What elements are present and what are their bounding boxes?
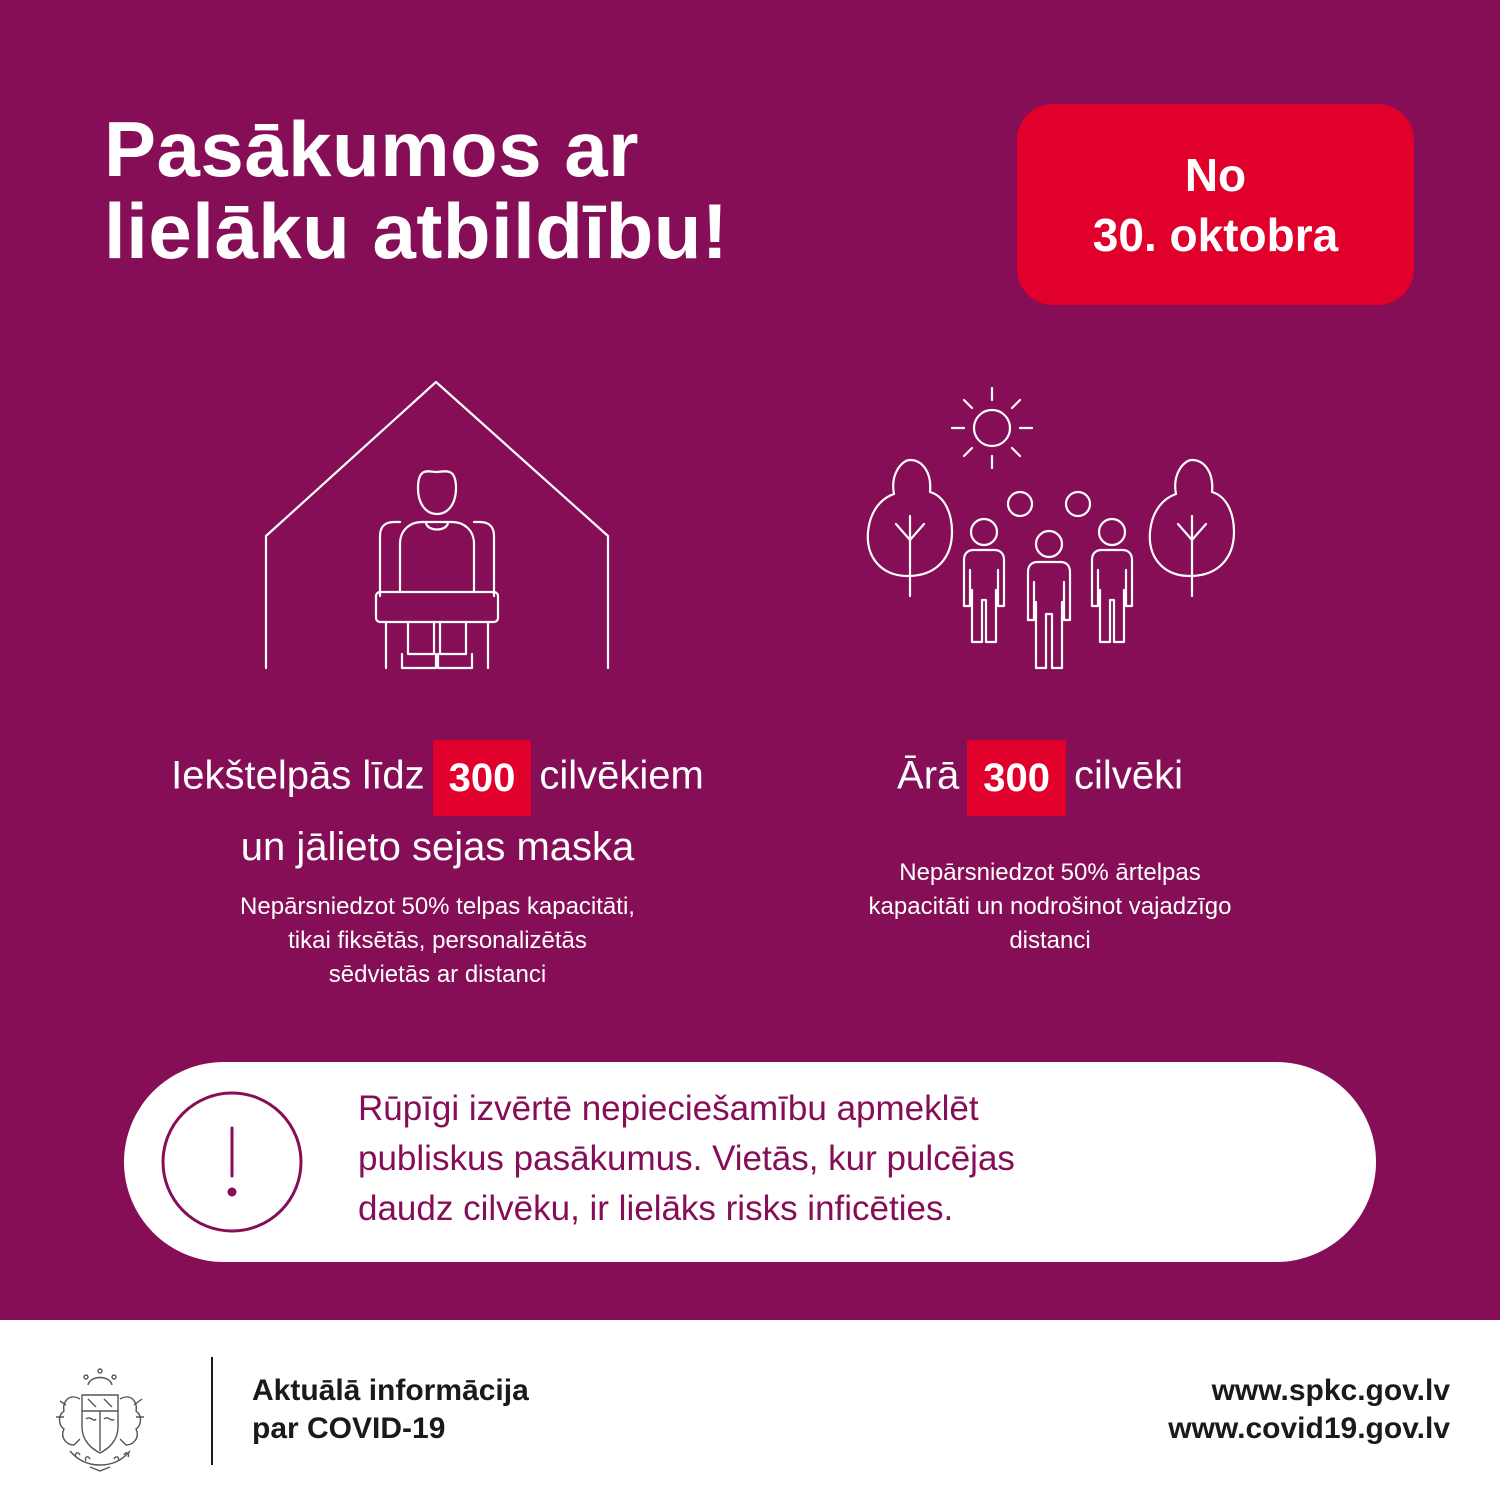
title-line-2: lielāku atbildību!	[104, 187, 729, 275]
warning-line-1: Rūpīgi izvērtē nepieciešamību apmeklēt	[358, 1089, 979, 1128]
indoor-note-line-2: tikai fiksētās, personalizētās	[288, 927, 587, 954]
warning-box	[124, 1062, 1376, 1262]
date-badge-line-2: 30. oktobra	[1092, 208, 1339, 261]
outdoor-count-badge: 300	[967, 740, 1066, 816]
indoor-note-line-1: Nepārsniedzot 50% telpas kapacitāti,	[240, 893, 635, 920]
outdoor-headline	[820, 740, 1260, 816]
outdoor-note	[800, 856, 1300, 958]
indoor-headline-line-1	[40, 740, 835, 816]
date-badge	[1017, 104, 1414, 305]
outdoor-headline-before: Ārā	[897, 753, 960, 798]
footer	[0, 1320, 1500, 1500]
title-line-1: Pasākumos ar	[104, 105, 639, 193]
indoor-note-line-3: sēdvietās ar distanci	[328, 961, 547, 988]
warning-text	[358, 1084, 1318, 1234]
house-seated-person-icon	[258, 376, 618, 676]
indoor-headline-line-2: un jālieto sejas maska	[240, 825, 635, 869]
indoor-headline	[40, 740, 835, 878]
outdoor-note-line-3: distanci	[1009, 927, 1091, 954]
exclamation-circle-icon	[160, 1090, 304, 1234]
outdoor-people-trees-icon	[860, 380, 1245, 680]
outdoor-note-line-1: Nepārsniedzot 50% ārtelpas	[899, 859, 1201, 886]
outdoor-headline-line-1	[820, 740, 1260, 816]
indoor-note	[150, 890, 725, 992]
footer-info-line-1: Aktuālā informācija	[252, 1374, 529, 1407]
footer-link-spkc[interactable]: www.spkc.gov.lv	[1211, 1374, 1450, 1407]
latvia-coat-of-arms-logo	[50, 1365, 150, 1475]
warning-line-2: publiskus pasākumus. Vietās, kur pulcējas	[358, 1139, 1015, 1178]
warning-line-3: daudz cilvēku, ir lielāks risks inficēties.	[358, 1189, 954, 1228]
page-title	[104, 105, 729, 275]
outdoor-note-line-2: kapacitāti un nodrošinot vajadzīgo	[868, 893, 1232, 920]
outdoor-headline-after: cilvēki	[1074, 753, 1183, 798]
indoor-headline-after: cilvēkiem	[539, 753, 704, 798]
footer-info	[252, 1372, 529, 1448]
footer-links	[1168, 1372, 1450, 1448]
indoor-count-badge: 300	[433, 740, 532, 816]
footer-link-covid19[interactable]: www.covid19.gov.lv	[1168, 1412, 1450, 1445]
footer-divider	[211, 1357, 213, 1465]
indoor-headline-before: Iekštelpās līdz	[171, 753, 425, 798]
date-badge-line-1: No	[1184, 148, 1247, 201]
footer-info-line-2: par COVID-19	[252, 1412, 446, 1445]
